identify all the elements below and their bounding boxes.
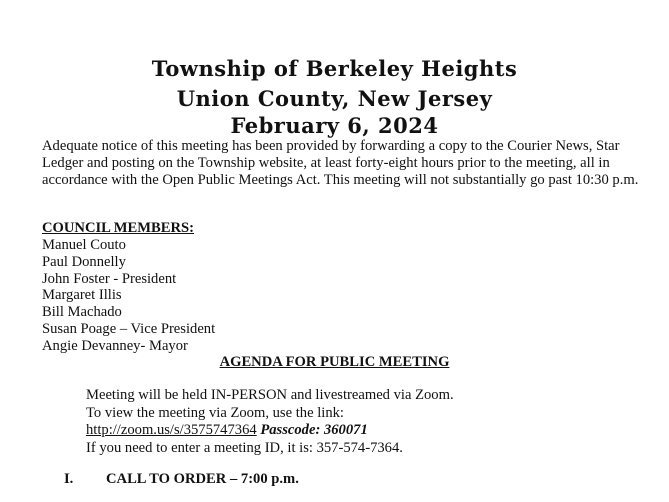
agenda-item-number: I. [64,471,74,487]
council-member: Angie Devanney- Mayor [42,337,188,354]
council-member: Bill Machado [42,304,122,321]
council-member: Margaret Illis [42,287,122,304]
council-member: Manuel Couto [42,237,126,253]
agenda-heading: AGENDA FOR PUBLIC MEETING [219,354,450,370]
council-member: John Foster - President [42,270,177,287]
council-member: Paul Donnelly [42,253,126,270]
council-members-list [42,237,215,355]
meeting-date: February 6, 2024 [230,113,439,138]
zoom-passcode: Passcode: 360071 [260,422,368,438]
zoom-link-line [86,422,454,440]
council-members-heading: COUNCIL MEMBERS: [42,220,195,236]
council-member: Susan Poage – Vice President [42,320,216,337]
township-title: Township of Berkeley Heights [151,56,518,81]
zoom-instructions-text: To view the meeting via Zoom, use the link: [86,404,344,421]
meeting-info [86,387,454,457]
agenda-item-title: CALL TO ORDER – 7:00 p.m. [106,471,299,487]
meeting-format-text: Meeting will be held IN-PERSON and livestreamed via Zoom. [86,387,454,403]
zoom-link[interactable]: http://zoom.us/s/3575747364 [86,422,257,438]
meeting-id-text: If you need to enter a meeting ID, it is: 357-574-7364. [86,439,403,456]
meeting-notice: Adequate notice of this meeting has been provided by forwarding a copy to the Courier News, Star Ledger and posting on the Township website, at least forty-eight hours prior to the meeting, all in accordance with the Open Public Meetings Act. This meeting will not substantially go past 10:30 p.m. [42,138,639,188]
county-title: Union County, New Jersey [176,86,493,111]
